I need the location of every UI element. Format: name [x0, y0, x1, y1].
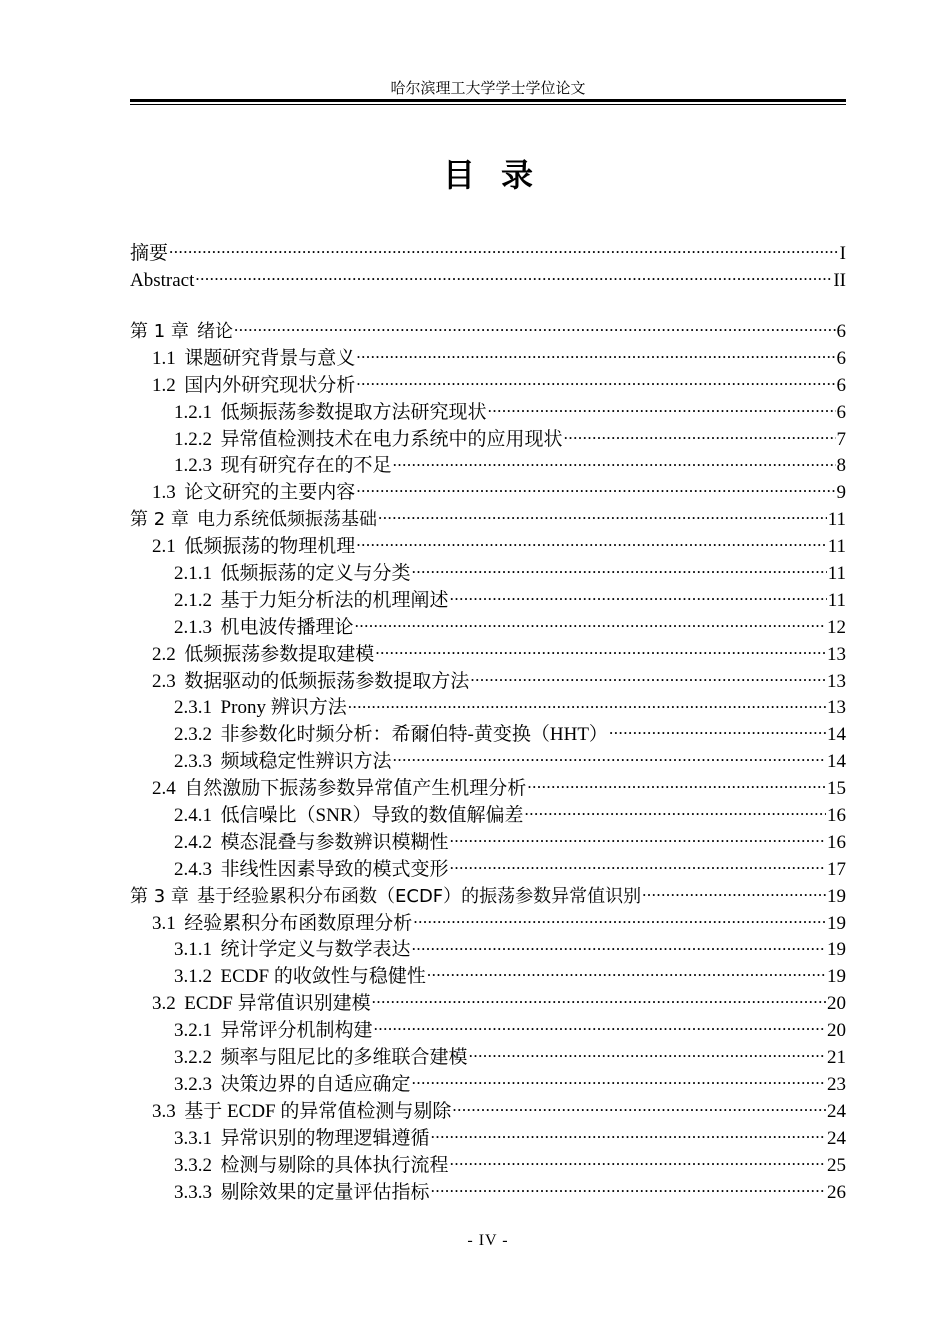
toc-entry-number: 2.4.2: [174, 831, 212, 853]
toc-entry-text: [174, 857, 449, 884]
toc-entry-number: 3.1.2: [174, 966, 212, 988]
toc-entry-label: 低频振荡参数提取方法研究现状: [220, 401, 487, 423]
toc-entry-number: 1.3: [152, 482, 176, 504]
dot-leader: [450, 587, 827, 606]
toc-entry[interactable]: [130, 587, 846, 614]
toc-entry[interactable]: [130, 641, 846, 668]
toc-page-number: 13: [827, 670, 846, 692]
toc-entry-label: 基于经验累积分布函数（ECDF）的振荡参数异常值识别: [197, 885, 642, 907]
dot-leader: [356, 533, 826, 552]
toc-page-number: 20: [827, 993, 846, 1015]
page-title: 目录: [442, 156, 559, 194]
toc-entry-number: 3.2.1: [174, 1020, 212, 1042]
header-rule-thin: [130, 104, 846, 105]
toc-entry-text: [152, 1099, 451, 1126]
toc-page-number: 9: [836, 482, 846, 504]
dot-leader: [564, 426, 836, 445]
dot-leader: [234, 318, 836, 337]
toc-page-number: 11: [827, 589, 846, 611]
toc-entry-label: 现有研究存在的不足: [220, 455, 392, 477]
toc-entry-label: 异常识别的物理逻辑遵循: [220, 1127, 430, 1149]
dot-leader: [356, 479, 835, 498]
toc-entry[interactable]: [130, 910, 846, 937]
toc-entry[interactable]: [130, 240, 846, 267]
toc-entry-label: 基于 ECDF 的异常值检测与剔除: [184, 1100, 452, 1122]
toc-page-number: 19: [827, 939, 846, 961]
toc-entry-text: [174, 1018, 373, 1045]
toc-entry-text: [152, 669, 469, 696]
toc-entry-label: 国内外研究现状分析: [184, 374, 356, 396]
dot-leader: [412, 936, 826, 955]
toc-entry-text: [152, 346, 355, 373]
dot-leader: [609, 721, 826, 740]
toc-entry-text: [174, 803, 524, 830]
toc-entry-number: 1.1: [152, 347, 176, 369]
toc-entry-number: 2.1: [152, 536, 176, 558]
toc-entry-label: 低频振荡参数提取建模: [184, 643, 375, 665]
toc-page-number: 11: [827, 509, 846, 531]
toc-entry[interactable]: [130, 694, 846, 721]
toc-entry-text: [152, 776, 526, 803]
toc-entry[interactable]: [130, 748, 846, 775]
toc-entry-number: 2.1.1: [174, 563, 212, 585]
toc-entry-label: 数据驱动的低频振荡参数提取方法: [184, 670, 470, 692]
toc-page-number: 16: [827, 805, 846, 827]
dot-leader: [431, 1179, 826, 1198]
dot-leader: [374, 1017, 826, 1036]
toc-chapters: [130, 318, 846, 1205]
toc-entry-label: 绪论: [197, 321, 233, 342]
toc-entry[interactable]: [130, 614, 846, 641]
dot-leader: [469, 1044, 826, 1063]
toc-page-number: 24: [827, 1127, 846, 1149]
toc-entry-number: 3.3.1: [174, 1127, 212, 1149]
toc-entry-label: ECDF 的收敛性与稳健性: [220, 966, 426, 988]
toc-entry[interactable]: [130, 479, 846, 506]
toc-entry[interactable]: [130, 802, 846, 829]
dot-leader: [378, 506, 827, 525]
toc-entry[interactable]: [130, 775, 846, 802]
toc-page-number: 19: [827, 966, 846, 988]
toc-entry[interactable]: [130, 372, 846, 399]
toc-page-number: 23: [827, 1073, 846, 1095]
dot-leader: [393, 748, 826, 767]
dot-leader: [527, 775, 826, 794]
toc-entry[interactable]: [130, 1152, 846, 1179]
toc-entry-label: Abstract: [130, 269, 195, 291]
toc-entry-number: 2.3.1: [174, 697, 212, 719]
toc-entry-text: [152, 911, 412, 938]
toc-entry-number: 2.4.1: [174, 805, 212, 827]
toc-entry-label: 论文研究的主要内容: [184, 482, 356, 504]
toc-entry-label: 决策边界的自适应确定: [220, 1073, 411, 1095]
dot-leader: [642, 883, 826, 902]
dot-leader: [412, 1071, 826, 1090]
dot-leader: [393, 452, 836, 471]
dot-leader: [355, 614, 826, 633]
toc-entry-number: 3.3.3: [174, 1181, 212, 1203]
toc-entry[interactable]: [130, 345, 846, 372]
toc-page-number: 6: [836, 347, 846, 369]
toc-page-number: 25: [827, 1154, 846, 1176]
toc-page-number: 6: [836, 374, 846, 396]
toc-page-number: 13: [827, 643, 846, 665]
toc-entry-label: 低频振荡的定义与分类: [220, 563, 411, 585]
dot-leader: [488, 399, 836, 418]
toc-entry-text: [174, 695, 347, 722]
toc-entry-label: 频域稳定性辨识方法: [220, 751, 392, 773]
toc-entry-number: 第 1 章: [130, 321, 189, 342]
toc-entry-label: 非参数化时频分析：希爾伯特-黄变换（HHT）: [220, 724, 608, 746]
toc-entry-label: 机电波传播理论: [220, 616, 354, 638]
toc-entry[interactable]: [130, 936, 846, 963]
toc-entry[interactable]: [130, 399, 846, 426]
toc-entry-number: 3.2.3: [174, 1073, 212, 1095]
toc-entry-label: 非线性因素导致的模式变形: [220, 858, 449, 880]
toc-entry-text: [174, 615, 354, 642]
toc-entry[interactable]: [130, 1017, 846, 1044]
toc-entry-label: 摘要: [130, 243, 169, 264]
toc-entry-label: 自然激励下振荡参数异常值产生机理分析: [184, 778, 527, 800]
toc-page-number: 16: [827, 831, 846, 853]
toc-page-number: 14: [827, 751, 846, 773]
toc-entry-text: [174, 937, 411, 964]
toc-entry-text: [174, 1072, 411, 1099]
toc-entry-label: 异常值检测技术在电力系统中的应用现状: [220, 428, 563, 450]
toc-entry-label: 剔除效果的定量评估指标: [220, 1181, 430, 1203]
running-header: 哈尔滨理工大学学士学位论文: [390, 81, 586, 97]
toc-entry-label: 模态混叠与参数辨识模糊性: [220, 831, 449, 853]
toc-entry-number: 2.2: [152, 643, 176, 665]
dot-leader: [169, 240, 839, 259]
dot-leader: [470, 668, 826, 687]
toc-entry-number: 第 3 章: [130, 885, 189, 907]
toc-entry[interactable]: [130, 1098, 846, 1125]
dot-leader: [356, 372, 835, 391]
toc-entry-label: 电力系统低频振荡基础: [197, 509, 377, 531]
toc-entry-text: [152, 373, 355, 400]
toc-entry[interactable]: [130, 1125, 846, 1152]
toc-page-number: 11: [827, 536, 846, 558]
dot-leader: [452, 1098, 826, 1117]
dot-leader: [356, 345, 835, 364]
toc-entry-label: 经验累积分布函数原理分析: [184, 912, 413, 934]
dot-leader: [195, 267, 832, 286]
toc-entry[interactable]: [130, 668, 846, 695]
toc-entry-label: 频率与阻尼比的多维联合建模: [220, 1047, 468, 1069]
toc-entry-text: [174, 561, 411, 588]
toc-entry-label: 课题研究背景与意义: [184, 347, 356, 369]
toc-page-number: 21: [827, 1047, 846, 1069]
dot-leader: [412, 560, 827, 579]
toc-chapter-entry[interactable]: [130, 883, 846, 910]
page-number-footer: - IV -: [467, 1232, 509, 1249]
toc-entry[interactable]: [130, 1044, 846, 1071]
toc-page-number: 15: [827, 778, 846, 800]
toc-chapter-entry[interactable]: [130, 506, 846, 533]
toc-entry-number: 第 2 章: [130, 509, 189, 531]
toc-entry-number: 1.2.2: [174, 428, 212, 450]
dot-leader: [372, 990, 826, 1009]
toc-page-number: II: [833, 269, 846, 291]
toc-entry-text: [174, 1045, 468, 1072]
toc-page-number: 6: [836, 321, 846, 342]
toc-entry[interactable]: [130, 721, 846, 748]
toc-chapter-entry[interactable]: [130, 318, 846, 345]
toc-entry-text: [174, 1180, 430, 1207]
toc-entry[interactable]: [130, 426, 846, 453]
toc-entry-label: 统计学定义与数学表达: [220, 939, 411, 961]
toc-entry-text: [174, 1126, 430, 1153]
toc-entry-text: [174, 427, 563, 454]
toc-entry-text: [174, 749, 392, 776]
toc-page-number: 17: [827, 858, 846, 880]
toc-entry-text: [174, 830, 449, 857]
toc-entry-number: 2.3: [152, 670, 176, 692]
toc-entry-label: 异常评分机制构建: [220, 1020, 373, 1042]
toc-entry-text: [152, 534, 355, 561]
toc-entry[interactable]: [130, 533, 846, 560]
toc-entry-number: 1.2: [152, 374, 176, 396]
dot-leader: [450, 829, 826, 848]
toc-entry-number: 3.2: [152, 993, 176, 1015]
dot-leader: [348, 694, 826, 713]
toc-entry-number: 2.3.3: [174, 751, 212, 773]
toc-entry-number: 3.3.2: [174, 1154, 212, 1176]
toc-entry-text: [174, 964, 426, 991]
toc-entry-text: [130, 241, 168, 268]
toc-entry[interactable]: [130, 829, 846, 856]
toc-entry-number: 2.1.3: [174, 616, 212, 638]
dot-leader: [375, 641, 826, 660]
toc-page-number: 8: [836, 455, 846, 477]
toc-entry-number: 3.1.1: [174, 939, 212, 961]
toc-entry-number: 2.3.2: [174, 724, 212, 746]
toc-front-matter: [130, 240, 846, 294]
dot-leader: [450, 856, 826, 875]
toc-page-number: 6: [836, 401, 846, 423]
toc-page-number: 14: [827, 724, 846, 746]
toc-entry[interactable]: [130, 856, 846, 883]
toc-entry-text: [152, 991, 371, 1018]
toc-entry-text: [174, 400, 487, 427]
toc-entry-text: [152, 480, 355, 507]
toc-entry-number: 1.2.1: [174, 401, 212, 423]
toc-entry[interactable]: [130, 1071, 846, 1098]
toc-entry-text: [174, 722, 608, 749]
toc-entry-number: 1.2.3: [174, 455, 212, 477]
toc-page-number: 26: [827, 1181, 846, 1203]
toc-entry-label: 低频振荡的物理机理: [184, 536, 356, 558]
toc-entry-number: 3.2.2: [174, 1047, 212, 1069]
toc-entry-label: 基于力矩分析法的机理阐述: [220, 589, 449, 611]
toc-entry[interactable]: [130, 452, 846, 479]
header-rule-thick: [130, 99, 846, 102]
toc-entry-text: [152, 642, 374, 669]
toc-entry-label: 低信噪比（SNR）导致的数值解偏差: [220, 805, 524, 827]
toc-entry-text: [130, 319, 233, 346]
toc-page-number: 24: [827, 1100, 846, 1122]
toc-entry-number: 2.4: [152, 778, 176, 800]
toc-entry-label: ECDF 异常值识别建模: [184, 993, 371, 1015]
dot-leader: [450, 1152, 826, 1171]
toc-entry-text: [130, 268, 194, 295]
toc-page-number: 19: [827, 885, 846, 907]
toc-entry[interactable]: [130, 560, 846, 587]
toc-entry-text: [174, 1153, 449, 1180]
toc-entry[interactable]: [130, 963, 846, 990]
toc-entry[interactable]: [130, 267, 846, 294]
toc-entry-number: 2.4.3: [174, 858, 212, 880]
dot-leader: [427, 963, 826, 982]
toc-entry-text: [174, 588, 449, 615]
toc-entry[interactable]: [130, 990, 846, 1017]
toc-entry-text: [130, 507, 377, 534]
dot-leader: [525, 802, 826, 821]
toc-entry-label: Prony 辨识方法: [220, 697, 347, 719]
toc-page-number: 13: [827, 697, 846, 719]
toc-entry-number: 3.1: [152, 912, 176, 934]
toc-entry-number: 3.3: [152, 1100, 176, 1122]
toc-entry-number: 2.1.2: [174, 589, 212, 611]
toc-page-number: 7: [836, 428, 846, 450]
toc-page-number: 19: [827, 912, 846, 934]
toc-page-number: 20: [827, 1020, 846, 1042]
toc-page-number: I: [839, 243, 846, 264]
toc-entry-text: [130, 884, 641, 911]
dot-leader: [413, 910, 826, 929]
toc-page-number: 12: [827, 616, 846, 638]
toc-entry-label: 检测与剔除的具体执行流程: [220, 1154, 449, 1176]
toc-entry[interactable]: [130, 1179, 846, 1206]
toc-page-number: 11: [827, 563, 846, 585]
toc-entry-text: [174, 453, 392, 480]
dot-leader: [431, 1125, 826, 1144]
